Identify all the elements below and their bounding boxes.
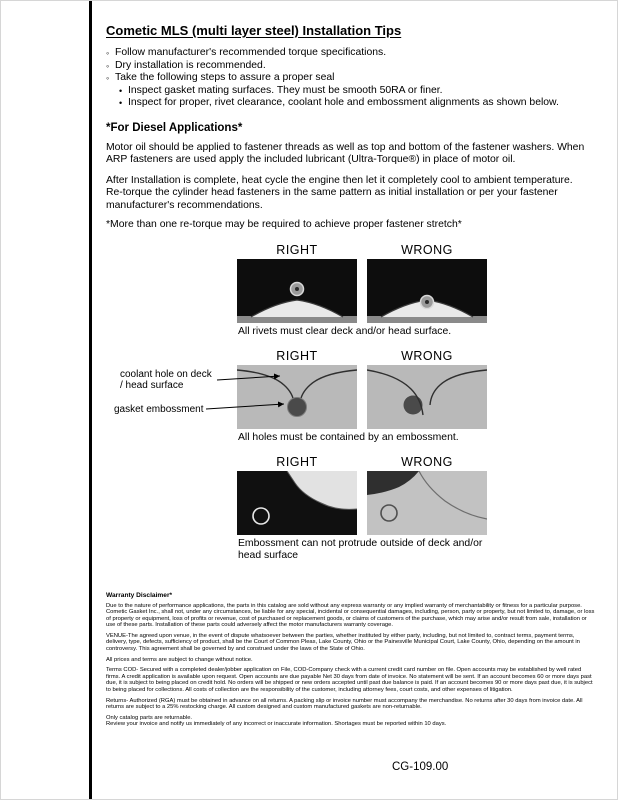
page-number: CG-109.00 <box>392 761 449 773</box>
tip-sub-item <box>119 85 598 98</box>
holes-wrong-diagram <box>367 365 487 429</box>
installation-tips-list <box>106 47 598 110</box>
callout-coolant-hole-label: coolant hole on deck / head surface <box>120 368 212 391</box>
callout-gasket-embossment-label: gasket embossment <box>114 403 204 415</box>
protrude-right-diagram <box>237 471 357 535</box>
column-headers <box>237 455 598 471</box>
tip-item <box>106 60 598 73</box>
diagram-row-embossment-holes <box>106 349 598 444</box>
warranty-section <box>106 592 597 729</box>
tip-text: Follow manufacturer's recommended torque specifications. <box>115 47 387 58</box>
tip-text: Take the following steps to assure a proper seal <box>115 72 335 83</box>
warranty-paragraph: Returns- Authorized (RGA) must be obtained in advance on all returns. A packing slip or invoice number must accompany the merchandise. No returns after 30 days from invoice date. All returns are subject to a 25% restocking charge. All custom designed and custom manufactured gaskets are non-returnable. <box>106 697 583 711</box>
open-bullet-icon: ◦ <box>106 73 110 83</box>
tip-text: Inspect for proper, rivet clearance, coolant hole and embossment alignments as shown below. <box>128 97 559 108</box>
diagram-row-embossment-protrude <box>106 455 598 562</box>
warranty-paragraph: Only catalog parts are returnable. <box>106 714 193 721</box>
tip-item <box>106 72 598 85</box>
tip-sub-item <box>119 97 598 110</box>
diesel-applications-heading: *For Diesel Applications* <box>106 121 243 134</box>
diesel-paragraph-1: Motor oil should be applied to fastener threads as well as top and bottom of the fastener washers. When ARP fasteners are used apply the included lubricant (Ultra-Torque®) in place of motor oil. <box>106 141 585 165</box>
diagram-panels <box>237 365 598 429</box>
rivet-wrong-diagram <box>367 259 487 323</box>
warranty-heading: Warranty Disclaimer* <box>106 591 173 599</box>
holes-right-diagram <box>237 365 357 429</box>
retorque-note: *More than one re-torque may be required to achieve proper fastener stretch* <box>106 219 462 230</box>
filled-bullet-icon: • <box>119 85 123 96</box>
wrong-column-label: WRONG <box>401 348 453 363</box>
diagram-caption-holes: All holes must be contained by an embossment. <box>238 431 459 443</box>
filled-bullet-icon: • <box>119 98 123 108</box>
diagram-caption-rivets: All rivets must clear deck and/or head surface. <box>238 325 452 337</box>
diagram-section <box>106 243 598 562</box>
diagram-panels <box>237 471 598 535</box>
left-border-rule <box>89 1 92 800</box>
protrude-wrong-diagram <box>367 471 487 535</box>
content <box>106 1 598 728</box>
open-bullet-icon: ◦ <box>106 48 110 58</box>
tip-item <box>106 47 598 60</box>
warranty-paragraph: Terms COD- Secured with a completed dealer/jobber application on File, COD-Company check with a current credit card number on file. Open accounts may be established by well rated firms. A credit application is available upon request. Open accounts are due payable Net 30 days from date of invoice. No statement will be sent. If an account becomes 60 or more days past due, it is subject to being placed on credit hold. No orders will be shipped or new orders accepted until past due balance is paid. If an account becomes 90 or more days past due, it is subject to being placed for collections. All costs of collection are the responsibility of the customer, including attorney fees, court costs, and other expenses of litigation. <box>106 667 593 694</box>
diagram-caption-protrude: Embossment can not protrude outside of deck and/or head surface <box>238 537 483 561</box>
right-column-label: RIGHT <box>276 454 318 469</box>
wrong-column-label: WRONG <box>401 454 453 469</box>
open-bullet-icon: ◦ <box>106 60 110 71</box>
diagram-panels <box>237 259 598 323</box>
column-headers <box>237 243 598 259</box>
diesel-paragraph-2: After Installation is complete, heat cycle the engine then let it completely cool to ambient temperature. Re-torque the cylinder head fasteners in the same pattern as initial installation or per your fastener manufacturer's recommendations. <box>106 174 573 211</box>
warranty-paragraph: Due to the nature of performance applications, the parts in this catalog are sold without any express warranty or any implied warranty of merchantability or fitness for a particular purpose. Cometic Gasket Inc., shall not, under any circumstances, be liable for any special, incidental or consequential damages, including, person, party or property, but not limited to, damage, or loss of property or equipment, loss of profits or revenue, cost of purchased or replacement goods, or claims of customers of the purchase, which may arise and/or result from sale, installation or use of these parts. Installation of these parts could adversely affect the motor manufacturers warranty coverage. <box>106 602 595 629</box>
diagram-row-rivets <box>106 243 598 338</box>
warranty-paragraph: Review your invoice and notify us immediately of any incorrect or inaccurate information. Shortages must be reported within 10 days. <box>106 721 447 728</box>
tip-text: Inspect gasket mating surfaces. They must be smooth 50RA or finer. <box>128 84 443 96</box>
right-column-label: RIGHT <box>276 348 318 363</box>
warranty-paragraph: VENUE-The agreed upon venue, in the event of dispute whatsoever between the parties, whether instituted by either party, including, but not limited to, contract terms, payment terms, delivery, type, defects, sufficiency of product, shall be the Court of Common Pleas, Lake County, Ohio or the Painesville Municipal Court, Lake County, Ohio, depending on the amount in controversy. This agreement shall be governed by and construed under the laws of the State of Ohio. <box>106 632 580 653</box>
warranty-paragraph: All prices and terms are subject to change without notice. <box>106 656 253 663</box>
page-title: Cometic MLS (multi layer steel) Installation Tips <box>106 23 402 38</box>
wrong-column-label: WRONG <box>401 242 453 257</box>
column-headers <box>237 349 598 365</box>
right-column-label: RIGHT <box>276 242 318 257</box>
tip-text: Dry installation is recommended. <box>115 59 266 71</box>
rivet-right-diagram <box>237 259 357 323</box>
